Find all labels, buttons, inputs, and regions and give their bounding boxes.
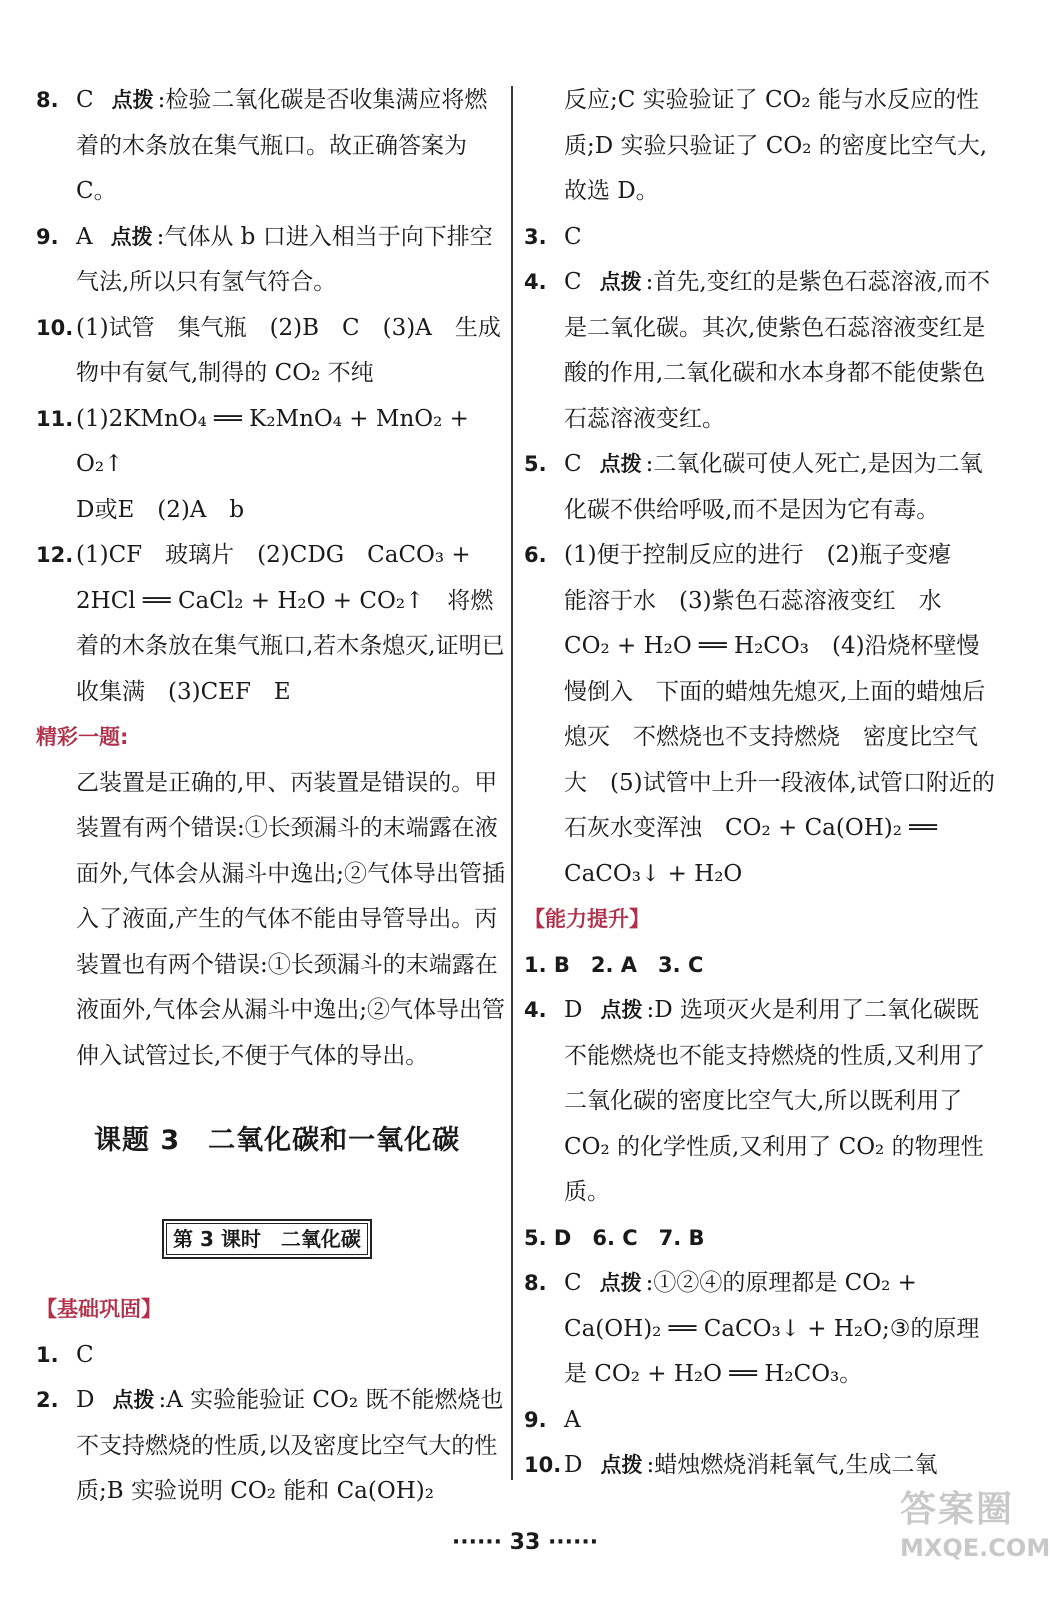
ability-label: 【能力提升】 [524, 907, 650, 931]
answer-10: 10. (1)试管 集气瓶 (2)B C (3)A 生成物中有氨气,制得的 CO₂ 不纯 [36, 314, 501, 386]
basic-5: 5. C 点拨 :二氧化碳可使人死亡,是因为二氧化碳不供给呼吸,而不是因为它有毒。 [524, 451, 983, 523]
basic-3: 3. C [524, 223, 582, 250]
lesson-title: 第 3 课时 二氧化碳 [166, 1223, 368, 1255]
left-column [36, 78, 506, 1515]
highlight-text: 乙装置是正确的,甲、丙装置是错误的。甲装置有两个错误:①长颈漏斗的末端露在液面外,气体会从漏斗中逸出;②气体导出管插入了液面,产生的气体不能由导管导出。丙装置也有两个错误:①长颈漏斗的末端露在液面外,气体会从漏斗中逸出;②气体导出管伸入试管过长,不便于气体的导出。 [76, 769, 506, 1069]
ability-10: 10. D 点拨 :蜡烛燃烧消耗氧气,生成二氧 [524, 1452, 938, 1478]
ability-1-3: 1. B 2. A 3. C [524, 952, 704, 977]
ability-9: 9. A [524, 1406, 581, 1433]
basic-6: 6. (1)便于控制反应的进行 (2)瓶子变瘪 能溶于水 (3)紫色石蕊溶液变红 水 CO₂ + H₂O ══ H₂CO₃ (4)沿烧杯壁慢慢倒入 下面的蜡烛先熄灭,上面的蜡烛后熄灭 不燃烧也不支持燃烧 密度比空气大 (5)试管中上升一段液体,试管口附近的石灰水变浑浊 CO₂ + Ca(OH)₂ ══ CaCO₃↓ + H₂O [524, 542, 995, 887]
ability-5-7: 5. D 6. C 7. B [524, 1225, 705, 1250]
column-divider [511, 86, 513, 1480]
basic-2: 2. D 点拨 :A 实验能验证 CO₂ 既不能燃烧也不支持燃烧的性质,以及密度比空气大的性质;B 实验说明 CO₂ 能和 Ca(OH)₂ [36, 1387, 504, 1504]
basic-2-continued: 反应;C 实验验证了 CO₂ 能与水反应的性质;D 实验只验证了 CO₂ 的密度比空气大,故选 D。 [564, 87, 988, 204]
right-column [524, 78, 996, 1489]
ability-4: 4. D 点拨 :D 选项灭火是利用了二氧化碳既不能燃烧也不能支持燃烧的性质,又利用了二氧化碳的密度比空气大,所以既利用了 CO₂ 的化学性质,又利用了 CO₂ 的物理性质。 [524, 997, 986, 1205]
section-title: 课题 3 二氧化碳和一氧化碳 [94, 1125, 461, 1156]
answer-12: 12. (1)CF 玻璃片 (2)CDG CaCO₃ + 2HCl ══ CaCl₂ + H₂O + CO₂↑ 将燃着的木条放在集气瓶口,若木条熄灭,证明已收集满 (3)CEF E [36, 542, 505, 705]
basic-1: 1. C [36, 1341, 94, 1368]
answer-9: 9. A 点拨 :气体从 b 口进入相当于向下排空气法,所以只有氢气符合。 [36, 223, 493, 295]
highlight-label: 精彩一题: [36, 725, 129, 749]
ability-8: 8. C 点拨 :①②④的原理都是 CO₂ + Ca(OH)₂ ══ CaCO₃↓ + H₂O;③的原理是 CO₂ + H₂O ══ H₂CO₃。 [524, 1270, 980, 1387]
watermark-logo: 答案圈 MXQE.COM [900, 1489, 1050, 1562]
lesson-box [162, 1219, 372, 1259]
answer-11: 11. (1)2KMnO₄ ══ K₂MnO₄ + MnO₂ + O₂↑ D或E (2)A b [36, 405, 469, 523]
basic-4: 4. C 点拨 :首先,变红的是紫色石蕊溶液,而不是二氧化碳。其次,使紫色石蕊溶液变红是酸的作用,二氧化碳和水本身都不能使紫色石蕊溶液变红。 [524, 269, 990, 432]
basic-label: 【基础巩固】 [36, 1297, 162, 1321]
answer-8: 8. C 点拨 :检验二氧化碳是否收集满应将燃着的木条放在集气瓶口。故正确答案为C。 [36, 78, 506, 215]
page-number: ······ 33 ······ [451, 1530, 599, 1555]
answer-number: 8. [36, 88, 59, 112]
